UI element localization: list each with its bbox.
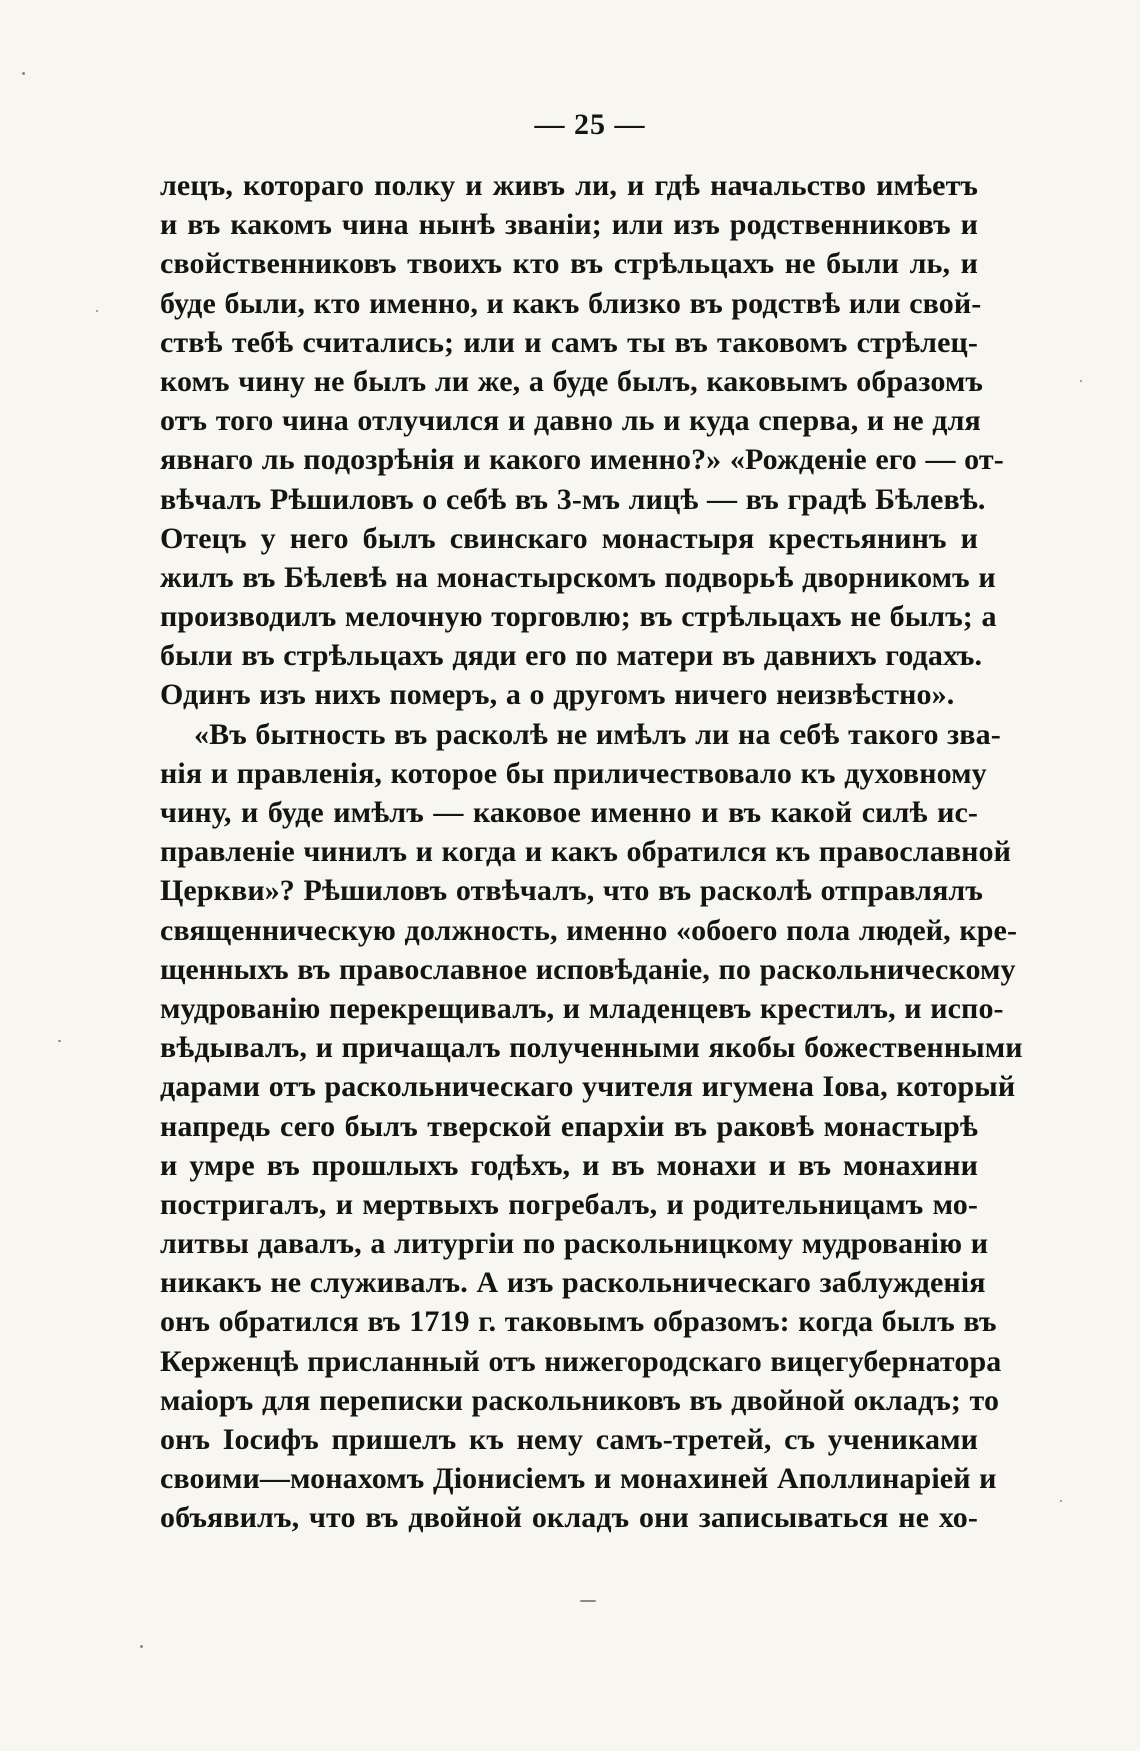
text-line: вѣдывалъ, и причащалъ полученными якобы божественными (160, 1031, 1023, 1065)
text-line: священническую должность, именно «обоего пола людей, кре- (160, 913, 1018, 947)
text-line: ствѣ тебѣ считались; или и самъ ты въ таковомъ стрѣлец- (160, 325, 978, 359)
text-line: правленіе чинилъ и когда и какъ обратился къ православной (160, 835, 1011, 869)
text-line: комъ чину не былъ ли же, а буде былъ, каковымъ образомъ (160, 364, 984, 398)
text-line: свойственниковъ твоихъ кто въ стрѣльцахъ не были ль, и (160, 247, 978, 281)
body-text (160, 166, 1023, 1538)
scan-speck (1080, 380, 1082, 382)
scan-speck (1060, 1500, 1062, 1502)
text-line: и въ какомъ чина нынѣ званіи; или изъ родственниковъ и (160, 208, 978, 242)
text-line: производилъ мелочную торговлю; въ стрѣльцахъ не былъ; а (160, 600, 997, 634)
text-line: Керженцѣ присланный отъ нижегородскаго вицегубернатора (160, 1344, 1002, 1378)
text-line: напредь сего былъ тверской епархіи въ раковѣ монастырѣ (160, 1109, 978, 1143)
text-line: литвы давалъ, а литургіи по раскольницкому мудрованію и (160, 1227, 989, 1261)
text-line: онъ обратился въ 1719 г. таковымъ образомъ: когда былъ въ (160, 1305, 997, 1339)
scan-speck (22, 72, 25, 75)
text-line: Одинъ изъ нихъ померъ, а о другомъ ничего неизвѣстно». (160, 678, 955, 712)
text-line: и умре въ прошлыхъ годѣхъ, и въ монахи и въ монахини (160, 1148, 978, 1182)
text-line: вѣчалъ Рѣшиловъ о себѣ въ 3-мъ лицѣ — въ градѣ Бѣлевѣ. (160, 482, 986, 516)
text-line: Церкви»? Рѣшиловъ отвѣчалъ, что въ расколѣ отправлялъ (160, 874, 983, 908)
text-line: буде были, кто именно, и какъ близко въ родствѣ или свой- (160, 286, 982, 320)
page-number: — 25 — (534, 108, 646, 141)
scan-speck (580, 1600, 596, 1602)
text-line: щенныхъ въ православное исповѣданіе, по раскольническому (160, 952, 1016, 986)
text-line: своими—монахомъ Діонисіемъ и монахиней Аполлинаріей и (160, 1462, 997, 1496)
text-line: «Въ бытность въ расколѣ не имѣлъ ли на себѣ такого зва- (194, 717, 1001, 751)
text-line: маіоръ для переписки раскольниковъ въ двойной окладъ; то (160, 1383, 1000, 1417)
scan-speck (96, 310, 98, 312)
text-line: дарами отъ раскольническаго учителя игумена Іова, который (160, 1070, 1016, 1104)
text-line: отъ того чина отлучился и давно ль и куда сперва, и не для (160, 404, 981, 438)
text-line: лецъ, котораго полку и живъ ли, и гдѣ начальство имѣетъ (160, 169, 978, 202)
text-line: постригалъ, и мертвыхъ погребалъ, и родительницамъ мо- (160, 1187, 978, 1221)
text-line: чину, и буде имѣлъ — каковое именно и въ какой силѣ ис- (160, 796, 978, 829)
text-line: Отецъ у него былъ свинскаго монастыря крестьянинъ и (160, 521, 978, 555)
text-line: жилъ въ Бѣлевѣ на монастырскомъ подворьѣ дворникомъ и (160, 560, 996, 594)
text-line: были въ стрѣльцахъ дяди его по матери въ давнихъ годахъ. (160, 639, 983, 673)
text-line: онъ Іосифъ пришелъ къ нему самъ-третей, съ учениками (160, 1423, 978, 1456)
scan-speck (140, 1645, 143, 1648)
text-line: объявилъ, что въ двойной окладъ они записываться не хо- (160, 1501, 978, 1535)
scan-speck (58, 1040, 61, 1042)
text-line: нія и правленія, которое бы приличествовало къ духовному (160, 756, 987, 790)
text-line: явнаго ль подозрѣнія и какого именно?» «Рожденіе его — от- (160, 443, 1004, 477)
text-line: мудрованію перекрещивалъ, и младенцевъ крестилъ, и испо- (160, 991, 1004, 1025)
text-line: никакъ не служивалъ. А изъ раскольническаго заблужденія (160, 1266, 986, 1300)
